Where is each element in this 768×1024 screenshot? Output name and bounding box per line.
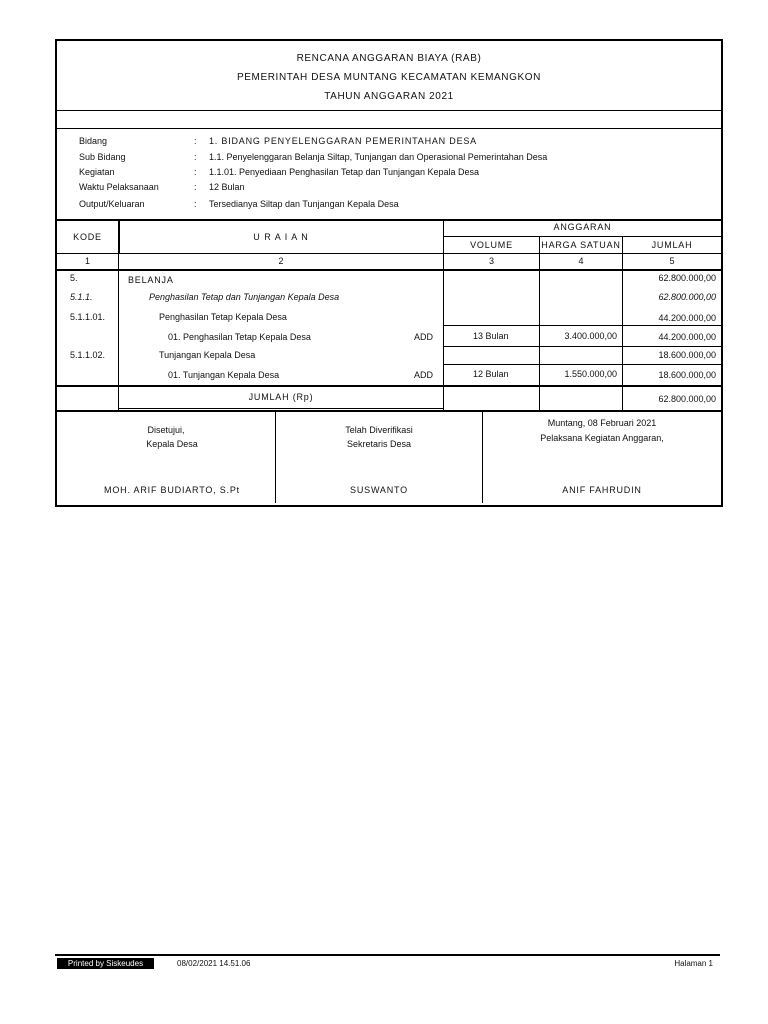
column-number: 4 — [578, 256, 584, 266]
column-header-jumlah: JUMLAH — [651, 240, 693, 250]
info-sep: : — [194, 136, 197, 146]
column-number: 1 — [84, 256, 90, 266]
signature-name: MOH. ARIF BUDIARTO, S.Pt — [104, 485, 240, 495]
table-rule — [443, 346, 721, 347]
table-col-border — [118, 254, 119, 410]
column-header-uraian: U R A I A N — [253, 232, 309, 242]
table-bottom-border — [57, 410, 721, 412]
signature-caption: Telah Diverifikasi — [345, 425, 413, 435]
table-rule — [443, 325, 721, 326]
row-source: ADD — [414, 370, 434, 380]
total-label: JUMLAH (Rp) — [248, 392, 314, 402]
row-volume: 12 Bulan — [473, 369, 509, 379]
row-jumlah: 18.600.000,00 — [658, 370, 716, 380]
column-header-anggaran: ANGGARAN — [553, 222, 612, 232]
divider — [57, 128, 721, 129]
signature-name: SUSWANTO — [350, 485, 408, 495]
page-number: Halaman 1 — [674, 959, 713, 968]
row-volume: 13 Bulan — [473, 331, 509, 341]
document-title: RENCANA ANGGARAN BIAYA (RAB) — [296, 53, 482, 64]
info-sep: : — [194, 182, 197, 192]
info-value: Tersedianya Siltap dan Tunjangan Kepala Desa — [209, 199, 399, 209]
row-harga: 1.550.000,00 — [564, 369, 617, 379]
info-sep: : — [194, 167, 197, 177]
info-label: Sub Bidang — [79, 152, 126, 162]
signature-caption: Disetujui, — [147, 425, 185, 435]
row-jumlah: 18.600.000,00 — [658, 350, 716, 360]
signature-place-date: Muntang, 08 Februari 2021 — [547, 418, 657, 428]
column-number: 2 — [278, 256, 284, 266]
info-label: Output/Keluaran — [79, 199, 145, 209]
row-kode: 5.1.1.02. — [70, 350, 106, 360]
row-kode: 5. — [70, 273, 78, 283]
table-rule — [443, 236, 721, 237]
row-uraian: Tunjangan Kepala Desa — [159, 350, 256, 360]
footer-rule — [55, 954, 720, 956]
column-header-volume: VOLUME — [470, 240, 513, 250]
row-jumlah: 44.200.000,00 — [658, 313, 716, 323]
table-rule — [443, 364, 721, 365]
info-label: Bidang — [79, 136, 108, 146]
column-number: 5 — [669, 256, 675, 266]
row-uraian: Penghasilan Tetap dan Tunjangan Kepala Desa — [149, 292, 340, 302]
divider — [57, 110, 721, 111]
print-timestamp: 08/02/2021 14.51.06 — [177, 959, 251, 968]
info-label: Waktu Pelaksanaan — [79, 182, 159, 192]
signature-role: Sekretaris Desa — [346, 439, 412, 449]
row-uraian: 01. Tunjangan Kepala Desa — [168, 370, 280, 380]
row-kode: 5.1.1.01. — [70, 312, 106, 322]
info-label: Kegiatan — [79, 167, 115, 177]
row-kode: 5.1.1. — [70, 292, 93, 302]
column-number: 3 — [488, 256, 494, 266]
info-value: 1.1. Penyelenggaran Belanja Siltap, Tunjangan dan Operasional Pemerintahan Desa — [209, 152, 548, 162]
table-col-border — [539, 386, 540, 410]
row-jumlah: 62.800.000,00 — [658, 292, 716, 302]
row-source: ADD — [414, 332, 434, 342]
printed-by-badge: Printed by Siskeudes — [57, 958, 154, 969]
signature-role: Pelaksana Kegiatan Anggaran, — [540, 433, 664, 443]
info-value: 1. BIDANG PENYELENGGARAN PEMERINTAHAN DESA — [209, 136, 477, 146]
table-top-border — [57, 219, 721, 221]
signature-name: ANIF FAHRUDIN — [562, 485, 642, 495]
document-year: TAHUN ANGGARAN 2021 — [324, 91, 454, 102]
row-jumlah: 44.200.000,00 — [658, 332, 716, 342]
row-uraian: 01. Penghasilan Tetap Kepala Desa — [168, 332, 311, 342]
info-sep: : — [194, 199, 197, 209]
table-rule — [118, 408, 444, 409]
info-sep: : — [194, 152, 197, 162]
column-header-harga-satuan: HARGA SATUAN — [541, 240, 621, 250]
total-value: 62.800.000,00 — [658, 394, 716, 404]
row-jumlah: 62.800.000,00 — [658, 273, 716, 283]
row-uraian: BELANJA — [128, 275, 174, 285]
column-header-kode: KODE — [73, 232, 102, 242]
signature-role: Kepala Desa — [146, 439, 198, 449]
info-value: 12 Bulan — [209, 182, 245, 192]
row-uraian: Penghasilan Tetap Kepala Desa — [159, 312, 287, 322]
row-harga: 3.400.000,00 — [564, 331, 617, 341]
info-value: 1.1.01. Penyediaan Penghasilan Tetap dan Tunjangan Kepala Desa — [209, 167, 480, 177]
document-subtitle: PEMERINTAH DESA MUNTANG KECAMATAN KEMANGKON — [237, 72, 541, 83]
